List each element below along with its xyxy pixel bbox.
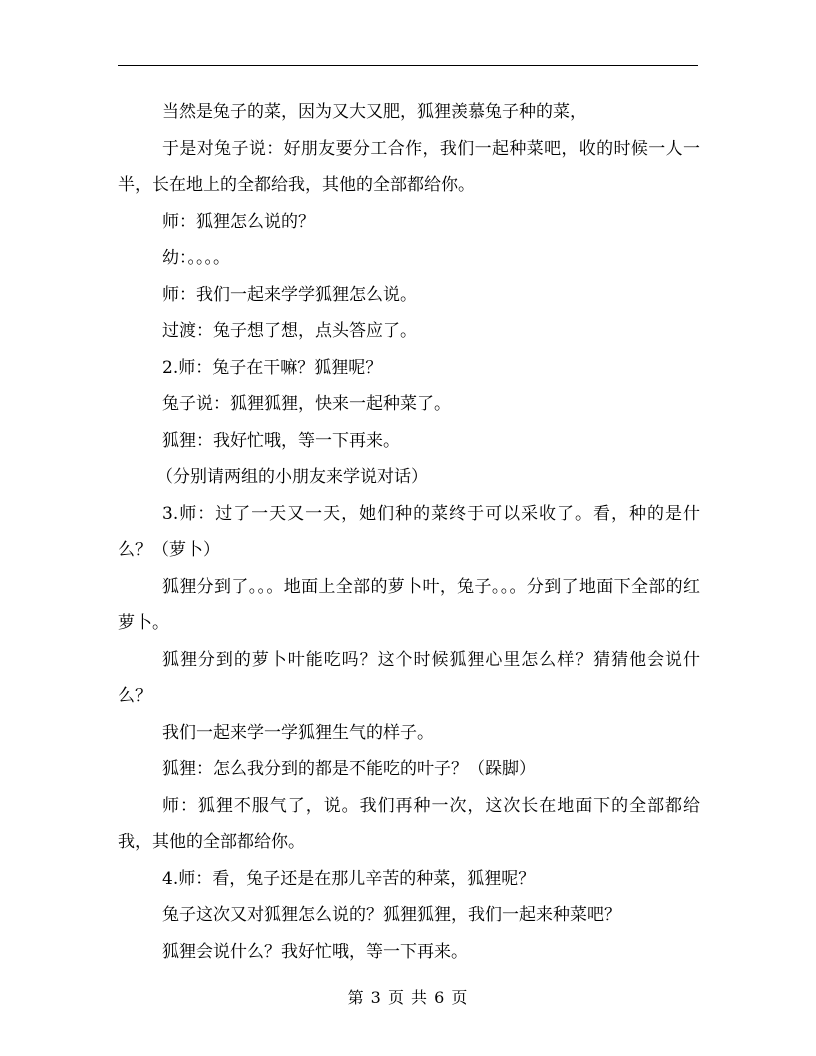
document-body	[118, 94, 700, 970]
paragraph: 幼：。。。。	[162, 248, 230, 268]
paragraph: 过渡：兔子想了想，点头答应了。	[162, 321, 417, 341]
paragraph: 师：我们一起来学学狐狸怎么说。	[162, 284, 417, 305]
paragraph: 兔子这次又对狐狸怎么说的？狐狸狐狸，我们一起来种菜吧？	[162, 905, 621, 925]
paragraph: 于是对兔子说：好朋友要分工合作，我们一起种菜吧，收的时候一人一半，长在地上的全都给我，其他的全部都给你。	[118, 138, 700, 195]
header-rule	[118, 65, 698, 66]
paragraph: 2.师：兔子在干嘛？狐狸呢？	[162, 357, 383, 378]
paragraph: 狐狸分到了。。。地面上全部的萝卜叶，兔子。。。分到了地面下全部的红萝卜。	[118, 576, 700, 633]
paragraph: 3.师：过了一天又一天，她们种的菜终于可以采收了。看，种的是什么？（萝卜）	[118, 503, 700, 560]
paragraph: 4.师：看，兔子还是在那儿辛苦的种菜，狐狸呢？	[162, 868, 536, 889]
paragraph: 狐狸分到的萝卜叶能吃吗？这个时候狐狸心里怎么样？猜猜他会说什么？	[118, 649, 700, 706]
paragraph: 兔子说：狐狸狐狸，快来一起种菜了。	[162, 394, 451, 414]
paragraph: 师：狐狸不服气了，说。我们再种一次，这次长在地面下的全部都给我，其他的全部都给你。	[118, 795, 700, 852]
paragraph: 狐狸：怎么我分到的都是不能吃的叶子？（跺脚）	[162, 759, 536, 779]
paragraph: 我们一起来学一学狐狸生气的样子。	[162, 722, 434, 743]
page-footer	[0, 985, 816, 1008]
paragraph: 当然是兔子的菜，因为又大又肥，狐狸羡慕兔子种的菜，	[162, 102, 587, 122]
page-number-label: 第 3 页 共 6 页	[347, 988, 469, 1007]
paragraph: 狐狸：我好忙哦，等一下再来。	[162, 430, 400, 451]
paragraph: 狐狸会说什么？我好忙哦，等一下再来。	[162, 941, 468, 962]
paragraph: 师：狐狸怎么说的？	[162, 211, 315, 232]
paragraph: （分别请两组的小朋友来学说对话）	[156, 467, 428, 487]
